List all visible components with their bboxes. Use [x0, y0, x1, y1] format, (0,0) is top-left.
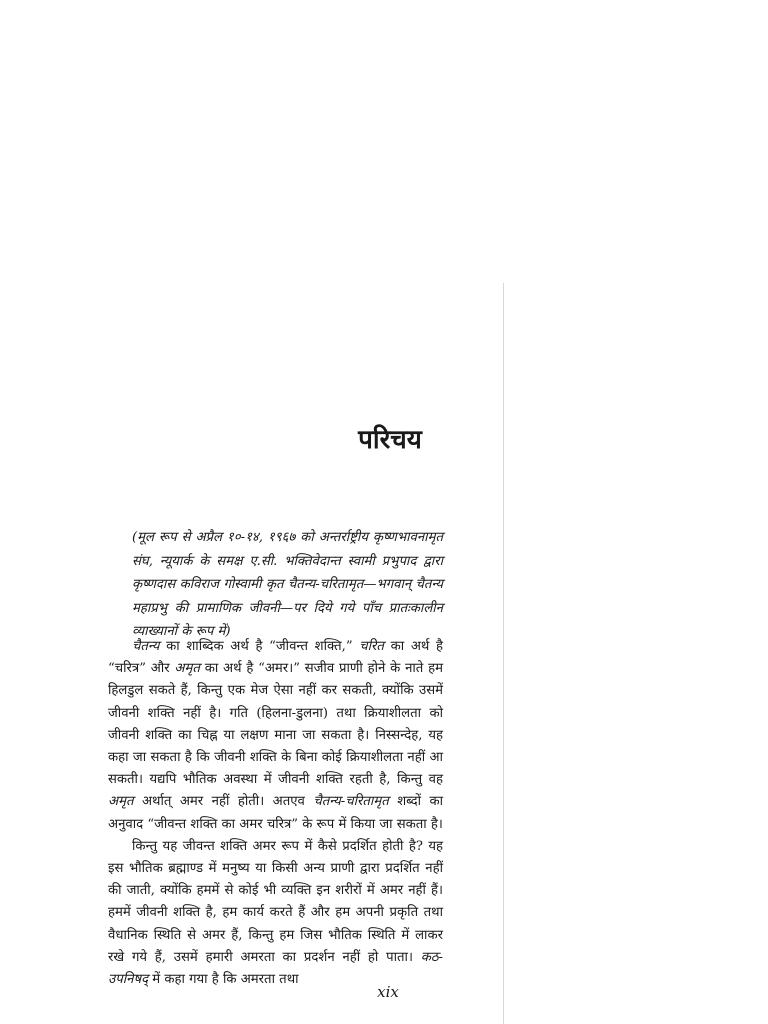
- intro-note: [108, 526, 443, 644]
- italic-term: चैतन्य: [132, 639, 160, 654]
- paragraph-text: का अर्थ है “चरित्र” और: [108, 639, 444, 677]
- paragraph-text: का शाब्दिक अर्थ है “जीवन्त शक्ति,”: [159, 639, 360, 654]
- page-spine-edge: [503, 283, 504, 1024]
- body-text: [108, 636, 443, 991]
- italic-term: कठ-उपनिषद्: [108, 949, 443, 988]
- page-title: [0, 420, 768, 456]
- paragraph-text: में कहा गया है कि अमरता तथा: [148, 972, 299, 988]
- paragraph-text: शब्दों का अनुवाद “जीवन्त शक्ति का अमर चरित्र” के रूप में किया जा सकता है।: [108, 794, 443, 832]
- paragraph-text: अर्थात् अमर नहीं होती। अतएव: [133, 794, 314, 810]
- italic-term: चरित: [359, 639, 384, 654]
- page-title-text: परिचय: [358, 425, 422, 455]
- paragraph-text: का अर्थ है “अमर।” सजीव प्राणी होने के नाते हम हिलडुल सकते हैं, किन्तु एक मेज ऐसा नहीं कर सकती, क्योंकि उसमें जीवनी शक्ति नहीं है। गति (हिलना-डुलना) तथा क्रियाशीलता को जीवनी शक्ति का चिह्न या लक्षण माना जा सकता है। निस्सन्देह, यह कहा जा सकता है कि जीवनी शक्ति के बिना कोई क्रियाशीलता नहीं आ सकती। यद्यपि भौतिक अवस्था में जीवनी शक्ति रहती है, किन्तु वह: [108, 661, 443, 788]
- paragraph-1: [108, 636, 443, 836]
- paragraph-2: [108, 836, 443, 991]
- page-number: xix: [377, 983, 399, 1001]
- italic-term: अमृत: [108, 794, 134, 810]
- intro-note-text: (मूल रूप से अप्रैल १०-१४, १९६७ को अन्तर्राष्ट्रीय कृष्णभावनामृत संघ, न्यूयार्क के समक्ष ए.सी. भक्तिवेदान्त स्वामी प्रभुपाद द्वारा कृष्णदास कविराज गोस्वामी कृत चैतन्य-चरितामृत—भगवान् चैतन्य महाप्रभु की प्रामाणिक जीवनी—पर दिये गये पाँच प्रातःकालीन व्याख्यानों के रूप में): [132, 530, 443, 639]
- italic-term: चैतन्य-चरितामृत: [313, 794, 389, 810]
- italic-term: अमृत: [174, 661, 200, 677]
- paragraph-text: किन्तु यह जीवन्त शक्ति अमर रूप में कैसे प्रदर्शित होती है? यह इस भौतिक ब्रह्माण्ड में मनुष्य या किसी अन्य प्राणी द्वारा प्रदर्शित नहीं की जाती, क्योंकि हममें से कोई भी व्यक्ति इन शरीरों में अमर नहीं हैं। हममें जीवनी शक्ति है, हम कार्य करते हैं और हम अपनी प्रकृति तथा वैधानिक स्थिति से अमर हैं, किन्तु हम जिस भौतिक स्थिति में लाकर रखे गये हैं, उसमें हमारी अमरता का प्रदर्शन नहीं हो पाता।: [108, 838, 443, 965]
